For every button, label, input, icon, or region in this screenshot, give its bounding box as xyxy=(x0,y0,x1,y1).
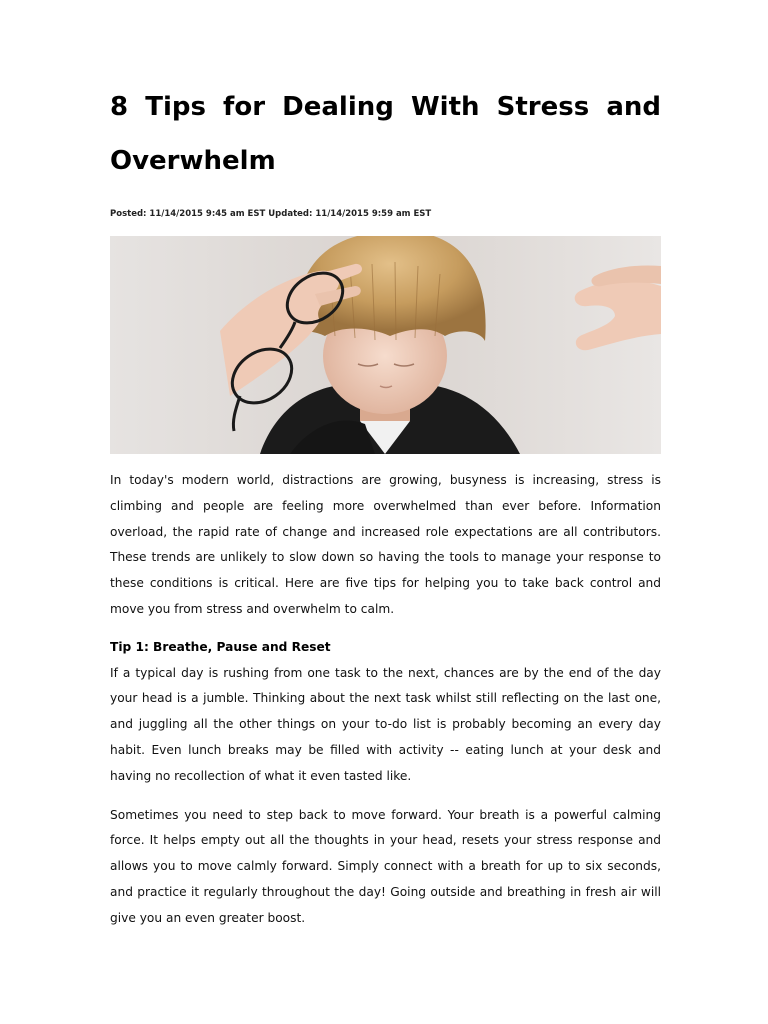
stressed-woman-illustration xyxy=(110,236,661,454)
updated-label: Updated: xyxy=(268,209,313,219)
article xyxy=(110,0,661,932)
tip1-paragraph-1: If a typical day is rushing from one task to the next, chances are by the end of the day your head is a jumble. Thinking about the next task whilst still reflecting on the last one, and juggling all the other things on your to-do list is probably becoming an every day habit. Even lunch breaks may be filled with activity -- eating lunch at your desk and having no recollection of what it even tasted like. xyxy=(110,665,661,783)
tip1-paragraph-2: Sometimes you need to step back to move forward. Your breath is a powerful calming force. It helps empty out all the thoughts in your head, resets your stress response and allows you to move calmly forward. Simply connect with a breath for up to six seconds, and practice it regularly throughout the day! Going outside and breathing in fresh air will give you an even greater boost. xyxy=(110,807,661,925)
intro-paragraph: In today's modern world, distractions are growing, busyness is increasing, stress is climbing and people are feeling more overwhelmed than ever before. Information overload, the rapid rate of change and increased role expectations are all contributors. These trends are unlikely to slow down so having the tools to manage your response to these conditions is critical. Here are five tips for helping you to take back control and move you from stress and overwhelm to calm. xyxy=(110,473,661,616)
article-title: 8 Tips for Dealing With Stress and Overwhelm xyxy=(110,92,661,176)
tip1-heading: Tip 1: Breathe, Pause and Reset xyxy=(110,639,331,654)
article-photo xyxy=(110,236,661,454)
posted-date: 11/14/2015 9:45 am EST xyxy=(149,209,266,219)
updated-date: 11/14/2015 9:59 am EST xyxy=(315,209,432,219)
posted-label: Posted: xyxy=(110,209,147,219)
article-meta xyxy=(110,208,661,220)
